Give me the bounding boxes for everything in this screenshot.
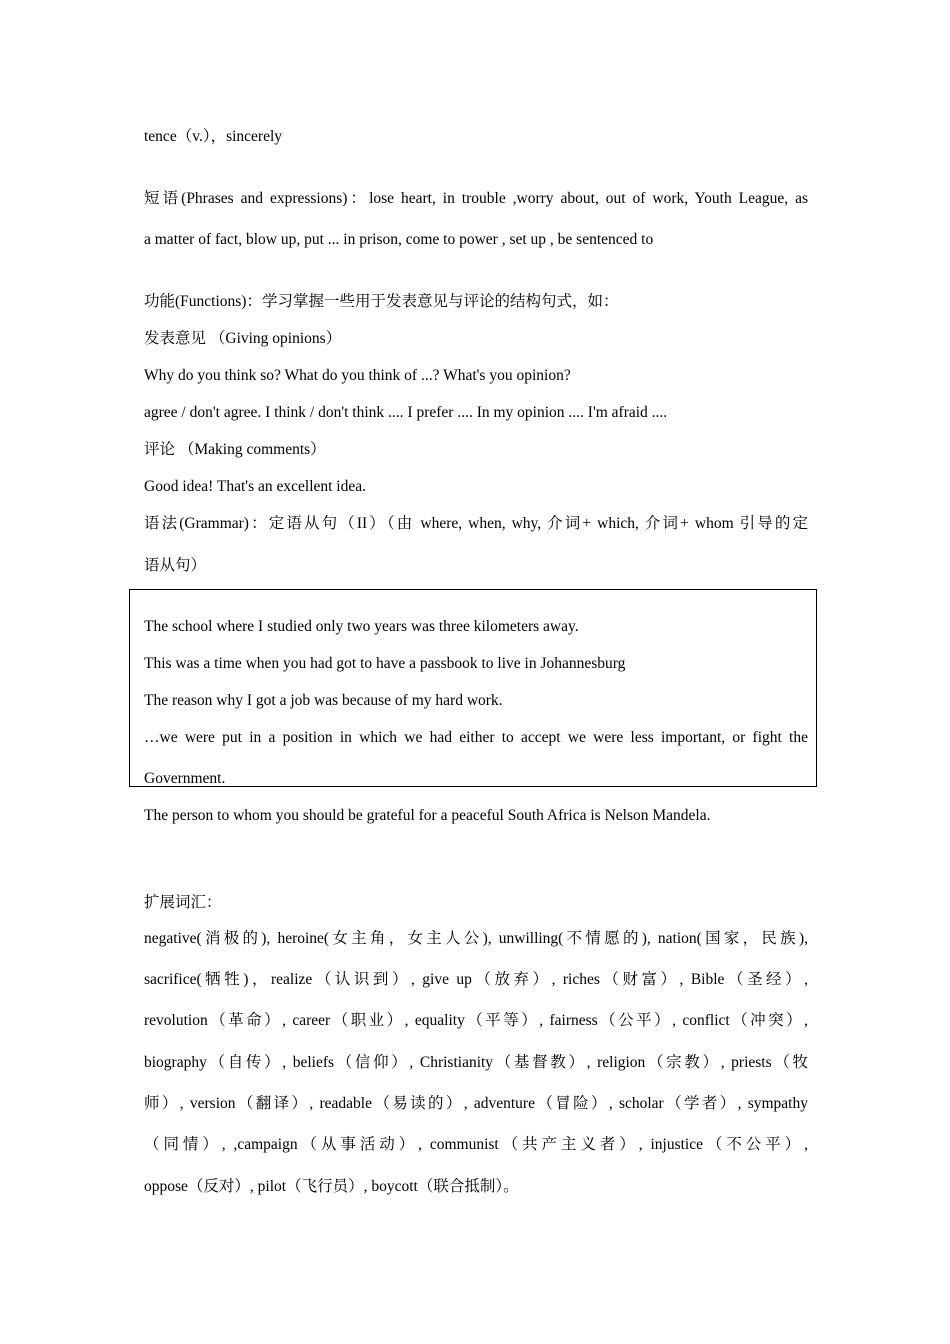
- extended-vocab-line-2: sacrifice(牺牲)，realize（认识到）, give up（放弃）, riches（财富）, Bible（圣经）,: [144, 971, 808, 988]
- extended-vocab-line-3: revolution（革命）, career（职业）, equality（平等）, fairness（公平）, conflict（冲突）,: [144, 1012, 808, 1029]
- functions-intro: 功能(Functions)：学习掌握一些用于发表意见与评论的结构句式，如：: [144, 293, 619, 310]
- extended-vocab-line-4: biography（自传）, beliefs（信仰）, Christianity（基督教）, religion（宗教）, priests（牧: [144, 1054, 808, 1071]
- extended-vocab-line-5: 师）, version（翻译）, readable（易读的）, adventure（冒险）, scholar（学者）, sympathy: [144, 1095, 808, 1112]
- extended-vocab-line-6: （同情）, ,campaign（从事活动）, communist（共产主义者）, injustice（不公平）,: [144, 1136, 808, 1153]
- example-in-which-line-1: …we were put in a position in which we had either to accept we were less important, or fight the: [144, 729, 808, 746]
- opinion-line-1: Why do you think so? What do you think of ...? What's you opinion?: [144, 367, 571, 384]
- opinion-line-2: agree / don't agree. I think / don't think .... I prefer .... In my opinion .... I'm afraid ....: [144, 404, 668, 421]
- comment-line-1: Good idea! That's an excellent idea.: [144, 478, 367, 495]
- phrases-line-2: a matter of fact, blow up, put ... in prison, come to power , set up , be sentenced to: [144, 231, 654, 248]
- giving-opinions-heading: 发表意见 （Giving opinions）: [144, 330, 342, 347]
- vocab-tail: tence（v.），sincerely: [144, 128, 283, 145]
- example-to-whom: The person to whom you should be grateful for a peaceful South Africa is Nelson Mandela.: [144, 807, 711, 824]
- phrases-line-1: 短语(Phrases and expressions)：lose heart, in trouble ,worry about, out of work, Youth League, as: [144, 190, 808, 207]
- example-where: The school where I studied only two years was three kilometers away.: [144, 618, 579, 635]
- making-comments-heading: 评论 （Making comments）: [144, 441, 326, 458]
- example-when: This was a time when you had got to have a passbook to live in Johannesburg: [144, 655, 626, 672]
- extended-vocab-heading: 扩展词汇：: [144, 894, 222, 911]
- extended-vocab-line-1: negative(消极的), heroine(女主角，女主人公), unwilling(不情愿的), nation(国家，民族),: [144, 930, 808, 947]
- extended-vocab-line-7: oppose（反对）, pilot（飞行员）, boycott（联合抵制）。: [144, 1178, 519, 1195]
- grammar-line-1: 语法(Grammar)：定语从句（II）（由 where, when, why, 介词+ which, 介词+ whom 引导的定: [144, 515, 808, 532]
- example-why: The reason why I got a job was because of my hard work.: [144, 692, 503, 709]
- grammar-line-2: 语从句）: [144, 557, 207, 574]
- example-in-which-line-2: Government.: [144, 770, 226, 787]
